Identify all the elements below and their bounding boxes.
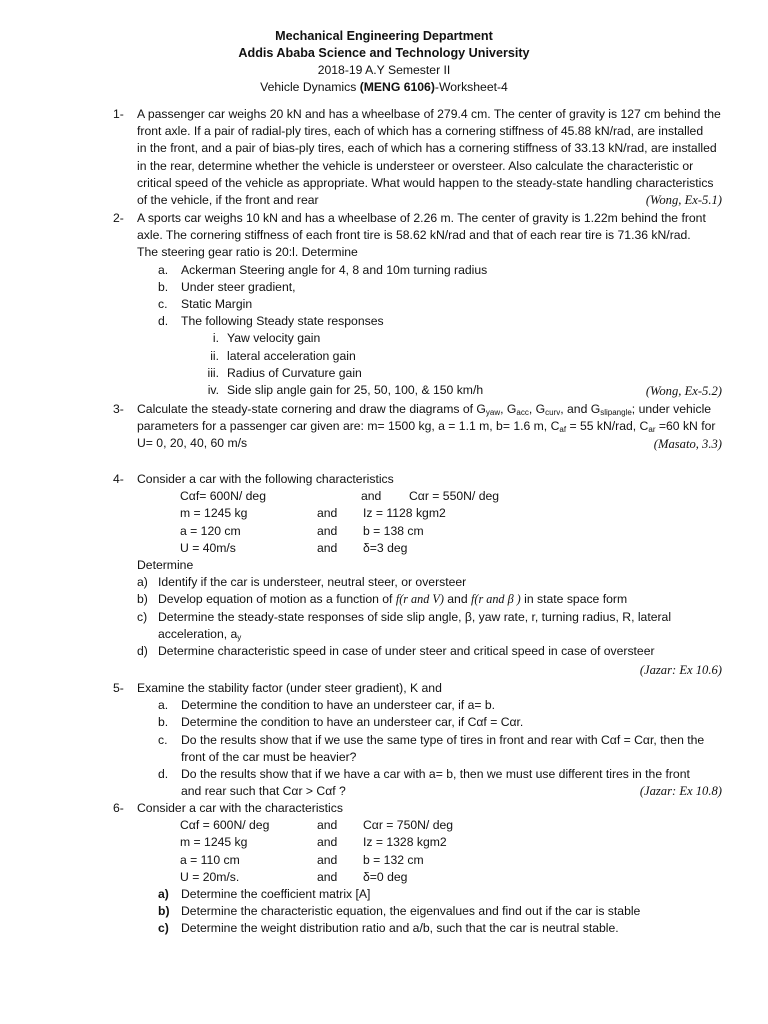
param-and: and [317, 852, 338, 867]
item-label: a) [158, 886, 169, 901]
item-label: c) [158, 921, 169, 936]
reference-citation: (Jazar: Ex 10.6) [639, 663, 722, 677]
param-row [137, 505, 725, 522]
formula: f(r and V) [395, 592, 444, 607]
item-label: c. [158, 296, 168, 311]
subscript: af [559, 425, 567, 435]
item-text: lateral acceleration gain [227, 348, 356, 363]
param-right: Cαr = 550N/ deg [409, 489, 500, 504]
list-item-continued [137, 783, 725, 800]
item-label: a. [158, 698, 169, 713]
param-left: U = 20m/s. [180, 869, 240, 884]
text-span: Develop equation of motion as a function of [158, 592, 396, 607]
list-item [137, 279, 725, 296]
item-text: Ackerman Steering angle for 4, 8 and 10m turning radius [181, 262, 488, 277]
text-line: Determine [137, 557, 194, 572]
text-line: The steering gear ratio is 20:l. Determine [137, 245, 358, 260]
item-label: iii. [207, 365, 219, 380]
text-line: A passenger car weighs 20 kN and has a wheelbase of 279.4 cm. The center of gravity is 127 cm behind the [137, 107, 721, 121]
list-item-continued [137, 626, 725, 643]
text-span: acceleration, a [158, 626, 238, 641]
item-text: Identify if the car is understeer, neutral steer, or oversteer [158, 575, 467, 590]
text-span: and [443, 592, 471, 607]
text-line: Examine the stability factor (under steer gradient), K and [137, 681, 442, 695]
list-item [137, 262, 725, 279]
text-span: , G [528, 402, 546, 416]
item-text: Determine the weight distribution ratio and a/b, such that the car is neutral stable. [181, 921, 619, 936]
item-label: c) [137, 609, 148, 624]
param-and: and [317, 523, 338, 538]
item-label: iv. [207, 382, 219, 397]
param-left: a = 120 cm [180, 523, 241, 538]
list-item [137, 609, 725, 626]
subscript: ar [648, 425, 656, 435]
item-text [158, 591, 627, 608]
department-title: Mechanical Engineering Department [275, 29, 493, 43]
text-span: , and G [560, 402, 601, 416]
list-item [137, 591, 725, 608]
question-text [137, 401, 725, 453]
param-right: Iz = 1128 kgm2 [363, 506, 446, 521]
item-text: Side slip angle gain for 25, 50, 100, & 150 km/h [227, 382, 484, 397]
item-label: b) [137, 592, 148, 607]
question-number: 5- [113, 681, 124, 695]
text-line: U= 0, 20, 40, 60 m/s [137, 436, 248, 451]
param-and: and [317, 869, 338, 884]
item-label: d. [158, 766, 169, 781]
param-row [137, 852, 725, 869]
text-line: in the rear, determine whether the vehicle is understeer or oversteer. Also calculate the characteristic or [137, 158, 694, 173]
item-label: ii. [210, 348, 219, 363]
text-line [137, 418, 725, 435]
course-suffix: -Worksheet-4 [434, 80, 508, 94]
param-and: and [317, 835, 338, 850]
param-row [137, 834, 725, 851]
reference-citation: (Masato, 3.3) [653, 437, 722, 451]
text-line: critical speed of the vehicle as appropriate. What would happen to the steady-state handling characteristics [137, 175, 714, 190]
text-span: Calculate the steady-state cornering and draw the diagrams of G [137, 402, 486, 416]
subscript: y [237, 632, 242, 642]
list-item [137, 903, 725, 920]
course-code: (MENG 6106) [359, 80, 435, 94]
item-text: Determine the steady-state responses of side slip angle, β, yaw rate, r, turning radius, R, lateral [158, 609, 672, 624]
item-text: Determine characteristic speed in case of under steer and critical speed in case of oversteer [158, 643, 655, 658]
question-text [137, 210, 725, 399]
param-left: m = 1245 kg [180, 835, 248, 850]
item-text: Determine the characteristic equation, the eigenvalues and find out if the car is stable [181, 904, 641, 919]
list-item [137, 714, 725, 731]
question-number: 2- [113, 211, 124, 225]
param-left: Cαf= 600N/ deg [180, 489, 266, 504]
text-line: front axle. If a pair of radial-ply tires, each of which has a cornering stiffness of 45.88 kN/rad, are installed [137, 124, 704, 139]
reference-citation: (Wong, Ex-5.2) [645, 384, 722, 398]
question-text [137, 471, 725, 660]
subscript: acc [516, 408, 529, 417]
reference-citation: (Wong, Ex-5.1) [645, 193, 722, 207]
text-line: axle. The cornering stiffness of each front tire is 58.62 kN/rad and that of each rear tire is 71.36 kN/rad. [137, 228, 691, 243]
param-left: U = 40m/s [180, 540, 236, 555]
text-line: of the vehicle, if the front and rear [137, 192, 319, 207]
param-right: b = 138 cm [363, 523, 424, 538]
list-item [137, 296, 725, 313]
list-item-continued [137, 749, 725, 766]
param-right: Iz = 1328 kgm2 [363, 835, 447, 850]
param-right: δ=3 deg [363, 540, 408, 555]
param-row [137, 523, 725, 540]
text-line: in the front, and a pair of bias-ply tires, each of which has a cornering stiffness of 33.13 kN/rad, are installed [137, 141, 717, 156]
param-left: Cαf = 600N/ deg [180, 818, 270, 833]
param-right: δ=0 deg [363, 869, 408, 884]
reference-citation: (Jazar: Ex 10.8) [639, 784, 722, 798]
item-text: Determine the coefficient matrix [A] [181, 886, 371, 901]
item-label: a. [158, 262, 169, 277]
item-label: i. [212, 331, 219, 346]
list-item [137, 732, 725, 749]
sub-list-item [137, 365, 725, 382]
item-text: The following Steady state responses [181, 314, 384, 329]
item-label: b. [158, 715, 169, 730]
text-span: = 55 kN/rad, C [566, 419, 649, 434]
item-text: Under steer gradient, [181, 279, 296, 294]
question-number: 4- [113, 472, 124, 486]
list-item [137, 574, 725, 591]
list-item [137, 697, 725, 714]
list-item [137, 766, 725, 783]
subscript: yaw [485, 408, 501, 417]
list-item [137, 886, 725, 903]
item-text: and rear such that Cαr > Cαf ? [181, 784, 346, 799]
param-row [137, 488, 725, 505]
item-text: Do the results show that if we use the same type of tires in front and rear with Cαf = Cαr, then the [181, 732, 705, 747]
text-span: =60 kN for [655, 419, 716, 434]
param-row [137, 869, 725, 886]
item-label: c. [158, 732, 168, 747]
item-label: d. [158, 314, 169, 329]
course-prefix: Vehicle Dynamics [260, 80, 360, 94]
sub-list-item [137, 382, 725, 399]
list-item [137, 643, 725, 660]
item-text: Radius of Curvature gain [227, 365, 362, 380]
course-line [0, 79, 768, 96]
list-item [137, 920, 725, 937]
text-line: A sports car weighs 10 kN and has a wheelbase of 2.26 m. The center of gravity is 1.22m behind the front [137, 211, 706, 225]
item-label: b) [158, 904, 170, 919]
text-span: ; under vehicle [631, 402, 712, 416]
list-item [137, 313, 725, 330]
item-label: b. [158, 279, 169, 294]
text-span: , G [500, 402, 517, 416]
param-left: m = 1245 kg [180, 506, 248, 521]
document-header [0, 28, 768, 96]
param-and: and [317, 506, 338, 521]
question-number: 6- [113, 801, 124, 815]
semester-line: 2018-19 A.Y Semester II [317, 63, 451, 77]
item-text: front of the car must be heavier? [181, 749, 357, 764]
subscript: slipangle [600, 408, 632, 417]
question-number: 3- [113, 402, 124, 416]
param-and: and [317, 540, 338, 555]
question-text [137, 680, 725, 800]
sub-list-item [137, 330, 725, 347]
question-text [137, 800, 725, 938]
param-right: b = 132 cm [363, 852, 424, 867]
text-line: Consider a car with the characteristics [137, 801, 343, 815]
item-label: d) [137, 643, 148, 658]
item-text: Determine the condition to have an understeer car, if Cαf = Cαr. [181, 715, 524, 730]
param-left: a = 110 cm [180, 852, 240, 867]
param-row [137, 817, 725, 834]
item-text: Static Margin [181, 296, 253, 311]
item-text: Determine the condition to have an understeer car, if a= b. [181, 698, 496, 713]
subscript: curv [545, 408, 561, 417]
text-line: Consider a car with the following characteristics [137, 472, 394, 486]
text-span: in state space form [520, 592, 628, 607]
item-text: Do the results show that if we have a car with a= b, then we must use different tires in the front [181, 766, 690, 781]
param-and: and [317, 818, 338, 833]
formula: f(r and β ) [471, 592, 521, 607]
text-span: parameters for a passenger car given are: m= 1500 kg, a = 1.1 m, b= 1.6 m, C [137, 419, 560, 434]
text-line [137, 401, 725, 418]
param-row [137, 540, 725, 557]
param-right: Cαr = 750N/ deg [363, 818, 454, 833]
question-number: 1- [113, 107, 124, 121]
param-and: and [361, 489, 382, 504]
item-text: Yaw velocity gain [227, 331, 321, 346]
university-title: Addis Ababa Science and Technology University [238, 46, 530, 60]
sub-list-item [137, 348, 725, 365]
question-text [137, 106, 725, 209]
item-label: a) [137, 575, 148, 590]
